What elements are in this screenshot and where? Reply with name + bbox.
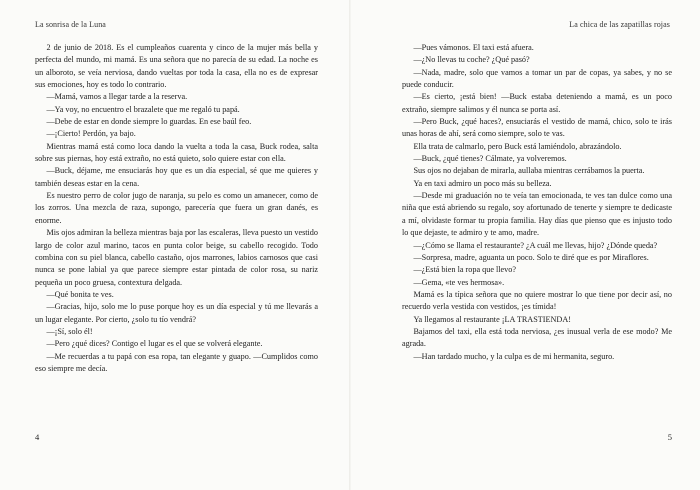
paragraph: —Ya voy, no encuentro el brazalete que me regaló tu papá. [46,104,240,114]
paragraph: —Buck, déjame, me ensuciarás hoy que es un día especial, sé que me quieres y también deseas estar en la cena. [35,166,318,188]
paragraph: Ya en taxi admiro un poco más su belleza. [413,178,552,188]
right-running-head: La chica de las zapatillas rojas [569,20,670,29]
paragraph: —¿Está bien la ropa que llevo? [413,265,517,275]
paragraph: —¿Cómo se llama el restaurante? ¿A cuál me llevas, hijo? ¿Dónde queda? [413,240,658,250]
paragraph: —Mamá, vamos a llegar tarde a la reserva. [46,92,188,102]
paragraph: —Gracias, hijo, solo me lo puse porque hoy es un día especial y tú me llevarás a un lugar elegante. Por cierto, ¿solo tu tío vendrá? [35,302,318,324]
paragraph: —Gema, «te ves hermosa». [413,277,505,287]
paragraph: 2 de junio de 2018. Es el cumpleaños cuarenta y cinco de la mujer más bella y perfecta del mundo, mi mamá. Es una señora que no parecía de su edad. La noche es un alboroto, se veía nerviosa, dando vueltas por toda la casa, ella no es de expresar sus emociones, hoy es todo lo contrario. [35,43,318,90]
paragraph: Mamá es la típica señora que no quiere mostrar lo que tiene por decir así, no recuerdo verla vestida con vestidos, ¡es tímida! [402,289,672,312]
paragraph: —Debe de estar en donde siempre lo guardas. En ese baúl feo. [46,117,252,127]
left-body-text [35,42,318,375]
paragraph: —Qué bonita te ves. [46,289,114,299]
paragraph: —Nada, madre, solo que vamos a tomar un par de copas, ya sabes, y no se puede conducir. [402,67,672,90]
paragraph: Mis ojos admiran la belleza mientras baja por las escaleras, lleva puesto un vestido largo de color azul marino, tacos en punta color beige, su cabello recogido. Todo combina con su piel blanca, cabello castaño, ojos marrones, labios carnosos que casi nunca se pone labial ya que parece siempre estar pintada de color rosa, su nariz pequeña un poco gruesa, contextura delgada. [35,228,318,287]
left-running-head: La sonrisa de la Luna [35,20,106,29]
right-page [350,0,700,490]
paragraph: —Buck, ¿qué tienes? Cálmate, ya volveremos. [413,154,567,164]
paragraph: —¡Cierto! Perdón, ya bajo. [46,129,136,139]
left-page-number: 4 [35,432,40,442]
paragraph: Mientras mamá está como loca dando la vuelta a toda la casa, Buck rodea, salta sobre sus piernas, hoy está extraño, no está quieto, solo quiere estar con ella. [35,141,318,164]
paragraph: —Pero Buck, ¿qué haces?, ensuciarás el vestido de mamá, chico, solo te irás unas horas de ahí, será como siempre, solo te vas. [402,117,672,139]
right-body-text [402,42,672,363]
paragraph: —Sorpresa, madre, aguanta un poco. Solo te diré que es por Miraflores. [413,252,649,262]
paragraph: —Desde mi graduación no te veía tan emocionada, te ves tan dulce como una niña que está abriendo su regalo, soy afortunado de tenerte y siempre te dedicaste a mí, olvidaste formar tu propia familia. Hay días que pienso que es injusto todo lo que dejaste, te admiro y te amo, madre. [402,191,672,238]
paragraph: Es nuestro perro de color jugo de naranja, su pelo es como un amanecer, como de los zorros. Una mezcla de raza, supongo, parecería que fuera un gran danés, es enorme. [35,191,318,225]
paragraph: Sus ojos no dejaban de mirarla, aullaba mientras cerrábamos la puerta. [413,166,645,176]
paragraph: Bajamos del taxi, ella está toda nerviosa, ¿es inusual verla de ese modo? Me agrada. [402,326,672,349]
paragraph: —¡Sí, solo él! [46,326,93,336]
paragraph: —Han tardado mucho, y la culpa es de mi hermanita, seguro. [413,351,615,361]
paragraph: Ella trata de calmarlo, pero Buck está lamiéndolo, abrazándolo. [413,141,622,151]
paragraph: —Me recuerdas a tu papá con esa ropa, tan elegante y guapo. —Cumplidos como eso siempre me decía. [35,351,318,373]
paragraph: —¿No llevas tu coche? ¿Qué pasó? [413,55,530,65]
paragraph: —Pero ¿qué dices? Contigo el lugar es el que se volverá elegante. [46,339,263,349]
paragraph: Ya llegamos al restaurante ¡LA TRASTIENDA! [413,314,571,324]
right-page-number: 5 [667,432,672,442]
paragraph: —Es cierto, ¡está bien! —Buck estaba deteniendo a mamá, es un poco extraño, siempre salimos y él nunca se porta así. [402,92,672,114]
paragraph: —Pues vámonos. El taxi está afuera. [413,43,534,52]
